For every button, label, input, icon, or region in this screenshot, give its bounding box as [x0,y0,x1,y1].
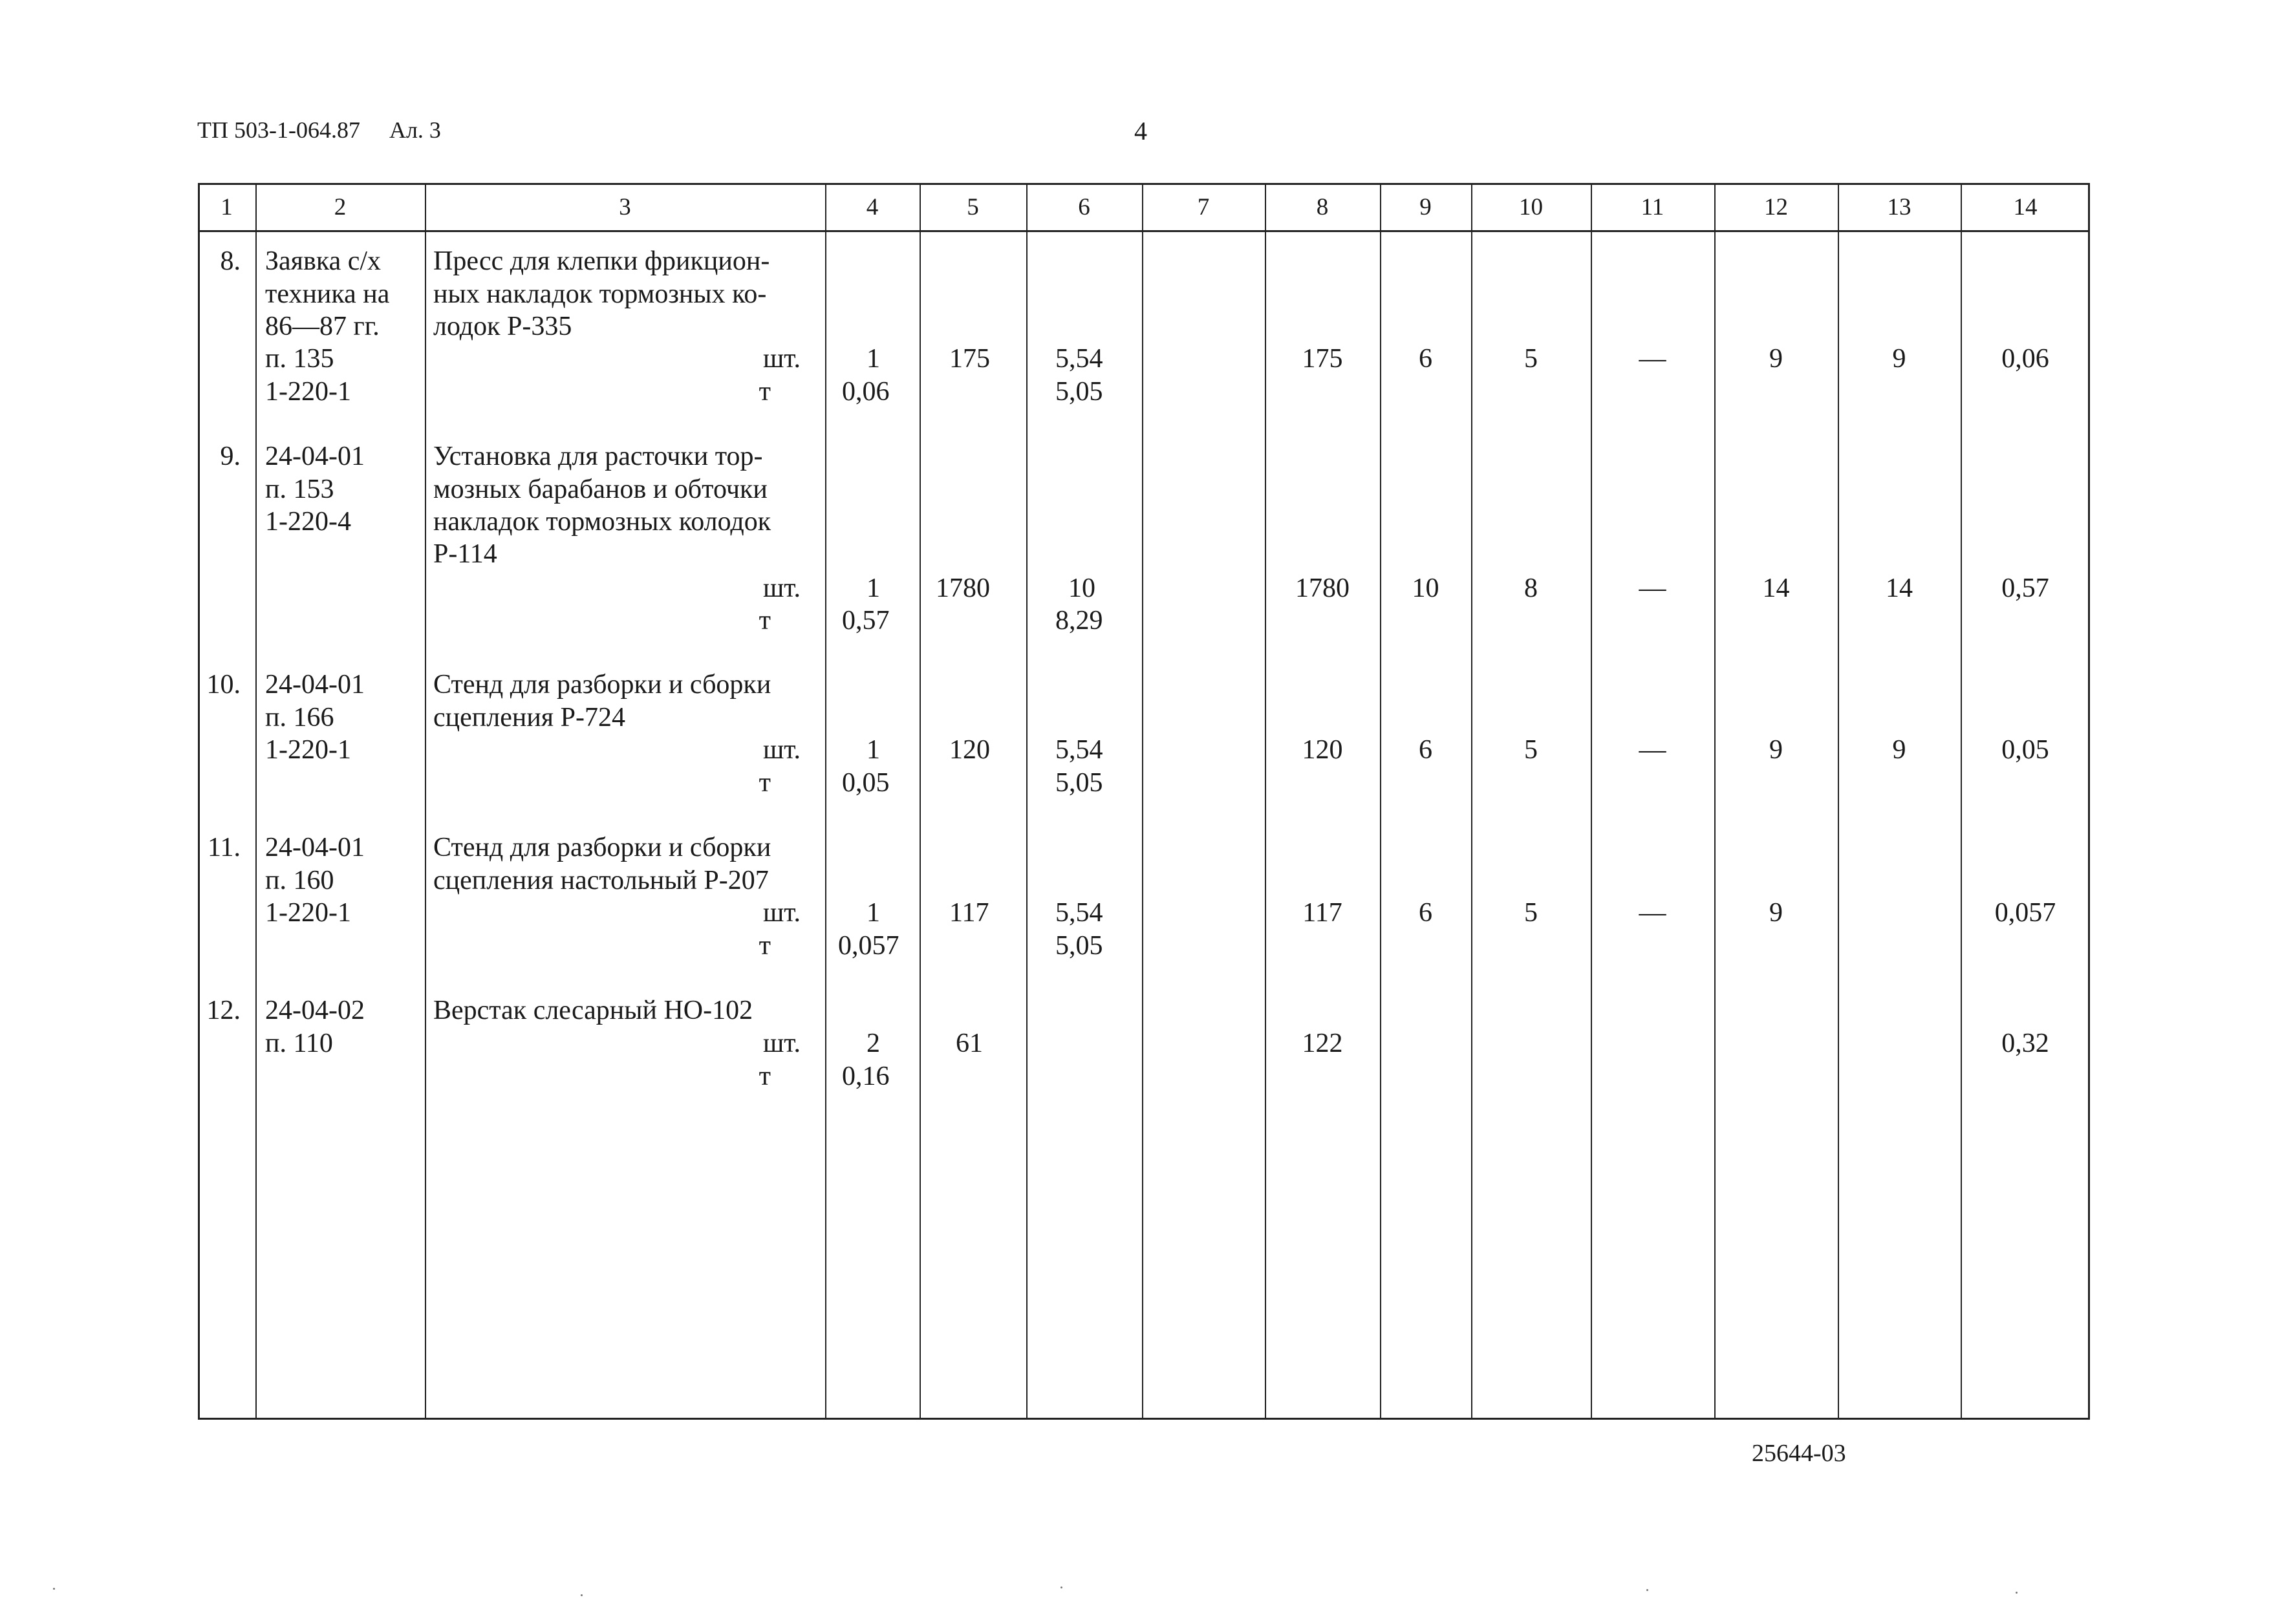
equipment-name: лодок Р-335 [433,312,572,341]
unit-label: т [759,377,771,407]
cell-col14: 0,57 [2001,573,2049,603]
column-rule [1142,183,1143,1420]
unit-label: шт. [762,735,801,765]
cell-col12: 9 [1769,898,1783,928]
column-number: 10 [1519,194,1543,220]
equipment-name: Стенд для разборки и сборки [433,833,771,862]
cell-col4: 0,057 [838,931,899,961]
cell-col10: 5 [1524,344,1538,374]
cell-col14: 0,05 [2001,735,2049,765]
cell-col11: — [1639,735,1666,765]
equipment-name: мозных барабанов и обточки [433,475,768,504]
row-reference: 1-220-1 [265,735,351,765]
cell-col6: 5,54 [1055,735,1103,765]
equipment-name: Установка для расточки тор- [433,442,763,471]
cell-col13: 14 [1886,573,1913,603]
unit-label: шт. [762,573,801,603]
scan-speck [581,1594,583,1596]
cell-col4: 2 [867,1029,880,1058]
column-number: 3 [619,194,631,220]
column-number: 7 [1197,194,1210,220]
row-number: 12. [206,996,241,1025]
column-rule [1026,183,1028,1420]
unit-label: шт. [762,898,801,928]
equipment-name: Стенд для разборки и сборки [433,670,771,700]
cell-col9: 6 [1419,735,1432,765]
cell-col6: 8,29 [1055,606,1103,636]
row-reference: техника на [265,279,390,309]
cell-col4: 1 [867,344,880,374]
row-reference: 1-220-4 [265,507,351,537]
column-number: 13 [1887,194,1911,220]
cell-col5: 175 [949,344,990,374]
cell-col11: — [1639,344,1666,374]
row-number: 8. [220,246,241,276]
scan-speck [2016,1592,2018,1594]
row-reference: Заявка с/х [265,246,382,276]
column-rule [255,183,257,1420]
cell-col6: 5,05 [1055,377,1103,407]
equipment-name: сцепления настольный Р-207 [433,866,769,895]
row-reference: 1-220-1 [265,377,351,407]
cell-col6: 5,54 [1055,898,1103,928]
cell-col10: 5 [1524,735,1538,765]
cell-col11: — [1639,898,1666,928]
column-number: 4 [866,194,879,220]
cell-col8: 175 [1302,344,1343,374]
cell-col6: 10 [1068,573,1095,603]
row-reference: 24-04-01 [265,442,365,471]
unit-label: т [759,606,771,636]
cell-col9: 10 [1412,573,1439,603]
cell-col12: 9 [1769,344,1783,374]
column-number: 8 [1316,194,1329,220]
column-number: 2 [334,194,347,220]
cell-col5: 61 [956,1029,983,1058]
column-number: 5 [967,194,979,220]
scan-speck [53,1588,55,1590]
column-rule [425,183,426,1420]
column-number: 9 [1419,194,1432,220]
equipment-name: Пресс для клепки фрикцион- [433,246,770,276]
row-reference: 1-220-1 [265,898,351,928]
cell-col14: 0,057 [1994,898,2056,928]
equipment-name: Р-114 [433,539,497,569]
column-number: 11 [1641,194,1664,220]
cell-col8: 117 [1302,898,1342,928]
cell-col12: 14 [1762,573,1790,603]
cell-col4: 1 [867,898,880,928]
equipment-name: Верстак слесарный НО-102 [433,996,753,1025]
column-number: 12 [1764,194,1788,220]
row-reference: 24-04-01 [265,833,365,862]
equipment-name: сцепления Р-724 [433,703,625,732]
row-reference: п. 135 [265,344,334,374]
column-rule [920,183,921,1420]
cell-col8: 1780 [1295,573,1350,603]
unit-label: т [759,1062,771,1091]
cell-col11: — [1639,573,1666,603]
cell-col14: 0,32 [2001,1029,2049,1058]
row-reference: 24-04-02 [265,996,365,1025]
unit-label: т [759,768,771,798]
cell-col8: 122 [1302,1029,1343,1058]
cell-col13: 9 [1892,344,1906,374]
row-number: 9. [220,442,241,471]
unit-label: шт. [762,1029,801,1058]
cell-col4: 0,06 [842,377,890,407]
row-number: 10. [206,670,241,700]
cell-col5: 120 [949,735,990,765]
unit-label: т [759,931,771,961]
cell-col4: 1 [867,735,880,765]
cell-col4: 0,16 [842,1062,890,1091]
column-number: 1 [221,194,233,220]
cell-col8: 120 [1302,735,1343,765]
cell-col4: 0,05 [842,768,890,798]
scan-speck [1060,1587,1062,1588]
cell-col6: 5,05 [1055,931,1103,961]
cell-col6: 5,05 [1055,768,1103,798]
document-code: ТП 503-1-064.87 Ал. 3 [197,117,441,143]
row-reference: п. 166 [265,703,334,732]
cell-col10: 8 [1524,573,1538,603]
table-header-rule [198,230,2090,232]
equipment-name: накладок тормозных колодок [433,507,771,537]
column-rule [825,183,826,1420]
row-reference: п. 160 [265,866,334,895]
cell-col12: 9 [1769,735,1783,765]
row-reference: 86—87 гг. [265,312,380,341]
cell-col6: 5,54 [1055,344,1103,374]
row-reference: п. 153 [265,475,334,504]
cell-col5: 1780 [936,573,990,603]
cell-col4: 0,57 [842,606,890,636]
cell-col4: 1 [867,573,880,603]
row-reference: п. 110 [265,1029,333,1058]
page-number: 4 [1134,116,1147,145]
cell-col9: 6 [1419,344,1432,374]
equipment-name: ных накладок тормозных ко- [433,279,767,309]
column-number: 14 [2013,194,2038,220]
cell-col14: 0,06 [2001,344,2049,374]
document-sheet-code: 25644-03 [1752,1440,1846,1467]
cell-col5: 117 [949,898,989,928]
unit-label: шт. [762,344,801,374]
row-reference: 24-04-01 [265,670,365,700]
cell-col10: 5 [1524,898,1538,928]
column-number: 6 [1078,194,1090,220]
scan-speck [1646,1589,1648,1591]
row-number: 11. [208,833,241,862]
cell-col13: 9 [1892,735,1906,765]
cell-col9: 6 [1419,898,1432,928]
